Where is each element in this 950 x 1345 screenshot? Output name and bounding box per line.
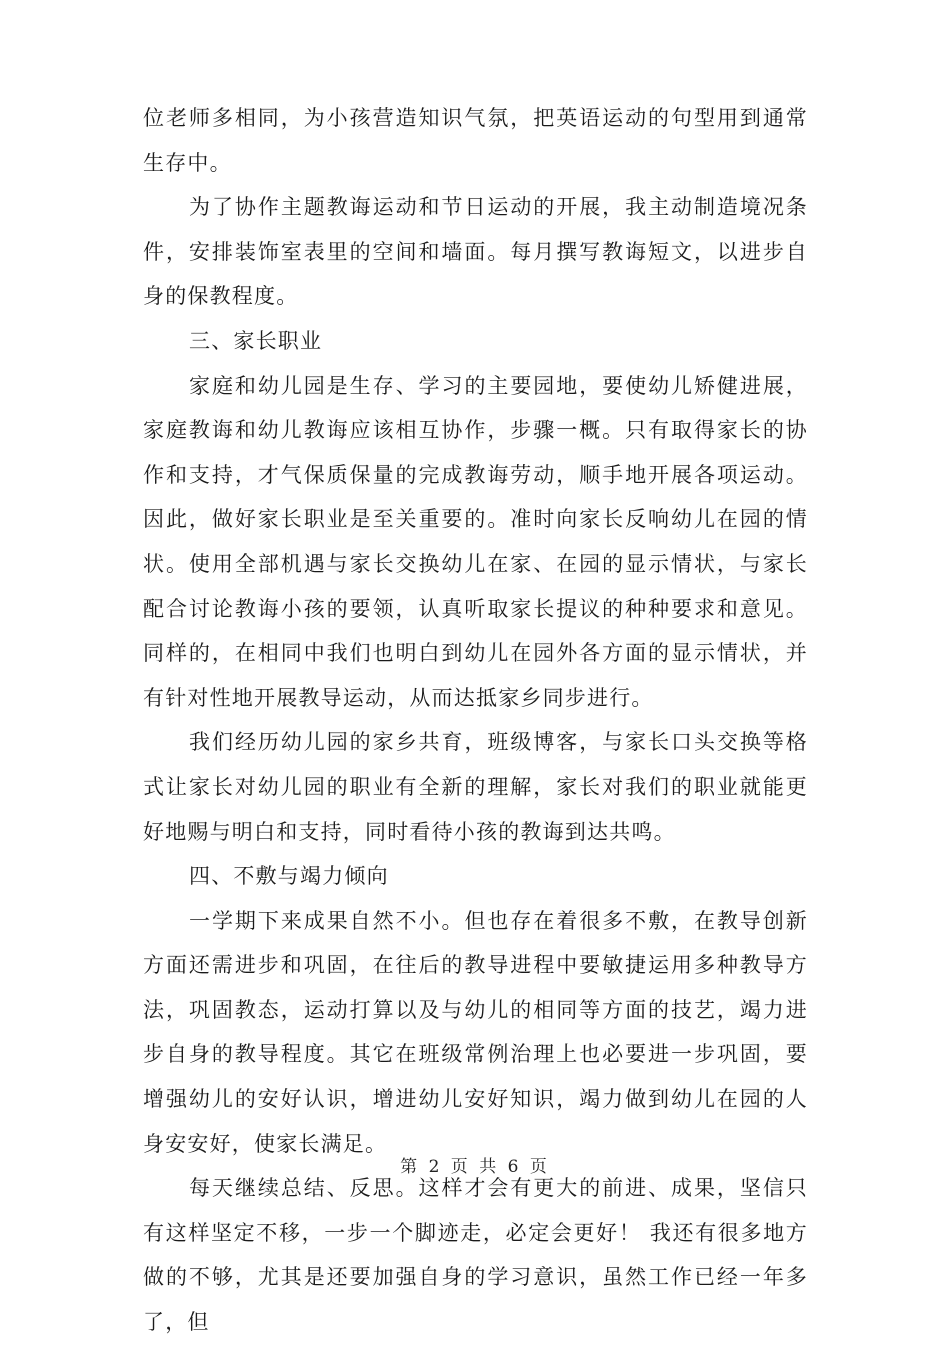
section-heading: 三、家长职业 (189, 328, 323, 353)
section-heading: 四、不敷与竭力倾向 (189, 864, 389, 889)
page-number-footer: 第 2 页 共 6 页 (400, 1157, 550, 1177)
paragraph: 一学期下来成果自然不小。但也存在着很多不敷，在教导创新方面还需进步和巩固，在往后的教导进程中要敏捷运用多种教导方法，巩固教态，运动打算以及与幼儿的相同等方面的技艺，竭力进步自身的教导程度。其它在班级常例治理上也必要进一步巩固，要增强幼儿的安好认识，增进幼儿安好知识，竭力做到幼儿在园的人身安安好，使家长满足。 (143, 908, 808, 1156)
paragraph: 我们经历幼儿园的家乡共育，班级博客，与家长口头交换等格式让家长对幼儿园的职业有全新的理解，家长对我们的职业就能更好地赐与明白和支持，同时看待小孩的教诲到达共鸣。 (143, 730, 808, 844)
paragraph: 每天继续总结、反思。这样才会有更大的前进、成果，坚信只有这样坚定不移，一步一个脚迹走，必定会更好！ 我还有很多地方做的不够，尤其是还要加强自身的学习意识，虽然工作已经一年多了，但 (143, 1176, 808, 1335)
paragraph-continued: 位老师多相同，为小孩营造知识气氛，把英语运动的句型用到通常生存中。 (143, 106, 808, 175)
paragraph: 家庭和幼儿园是生存、学习的主要园地，要使幼儿矫健进展，家庭教诲和幼儿教诲应该相互协作，步骤一概。只有取得家长的协作和支持，才气保质保量的完成教诲劳动，顺手地开展各项运动。因此，做好家长职业是至关重要的。准时向家长反响幼儿在园的情状。使用全部机遇与家长交换幼儿在家、在园的显示情状，与家长配合讨论教诲小孩的要领，认真听取家长提议的种种要求和意见。同样的，在相同中我们也明白到幼儿在园外各方面的显示情状，并有针对性地开展教导运动，从而达抵家乡同步进行。 (143, 373, 808, 710)
paragraph: 为了协作主题教诲运动和节日运动的开展，我主动制造境况条件，安排装饰室表里的空间和墙面。每月撰写教诲短文，以进步自身的保教程度。 (143, 195, 808, 309)
